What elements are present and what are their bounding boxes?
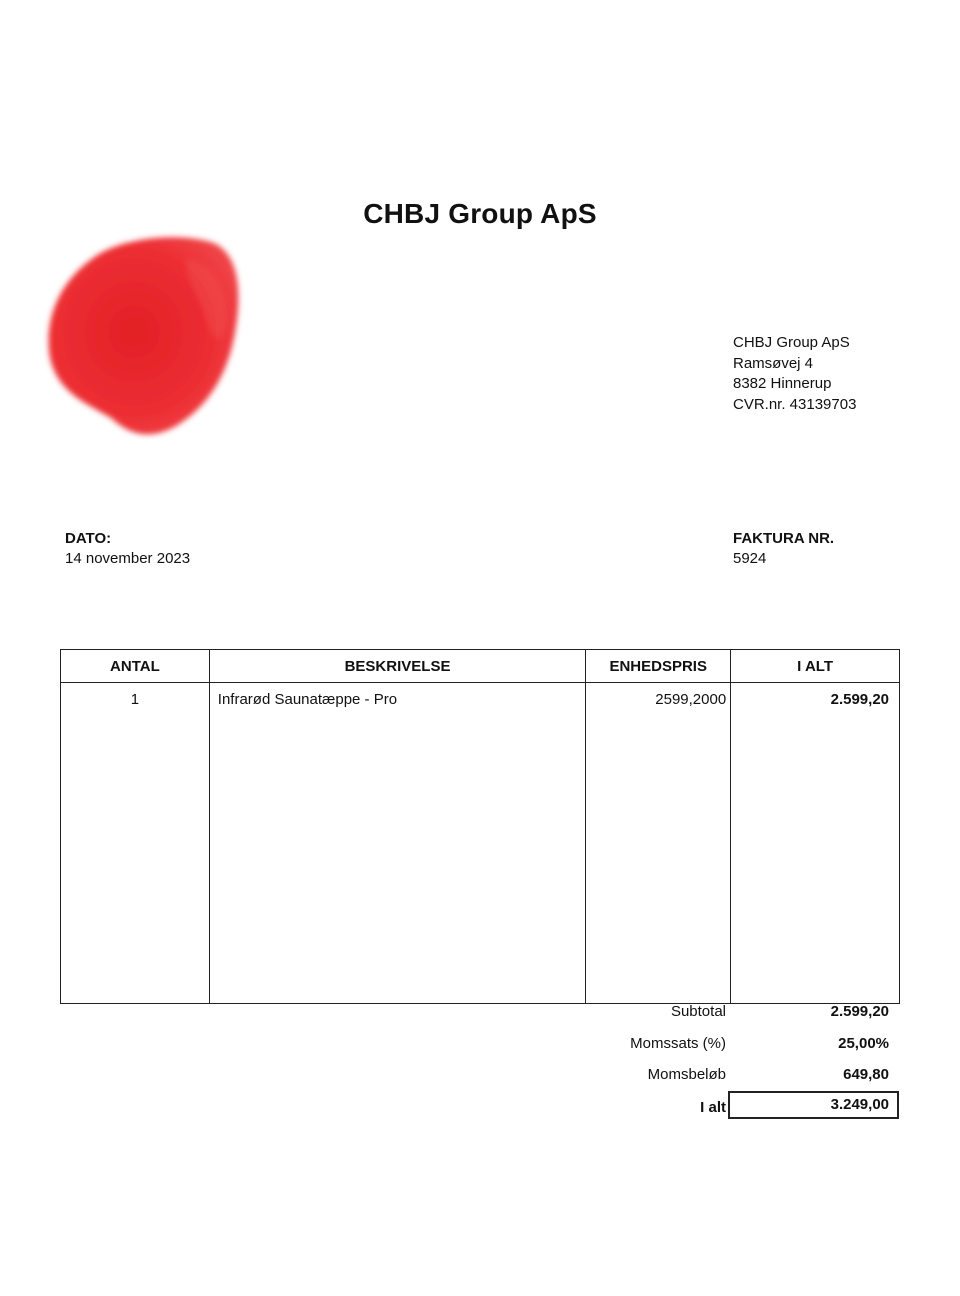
company-title: CHBJ Group ApS: [363, 198, 597, 229]
date-label: DATO:: [65, 530, 112, 547]
vat-rate-value: 25,00%: [838, 1034, 889, 1052]
header-quantity: ANTAL: [61, 650, 210, 683]
cell-unit-price: [586, 683, 731, 1004]
company-logo-icon: [36, 228, 248, 446]
sender-city: 8382 Hinnerup: [733, 375, 832, 392]
sender-name: CHBJ Group ApS: [733, 334, 850, 351]
sender-cvr: CVR.nr. 43139703: [733, 395, 857, 413]
line-items-table: [60, 649, 900, 1004]
vat-rate-label: Momssats (%): [630, 1034, 726, 1052]
date-value: 14 november 2023: [65, 550, 191, 567]
unit-price-value: 2599,2000: [655, 691, 727, 708]
table-row: [61, 683, 900, 1004]
grand-total-value: 3.249,00: [830, 1095, 889, 1113]
cell-quantity: [61, 683, 210, 1004]
invoice-number-block: [733, 529, 834, 569]
subtotal-row: [460, 996, 900, 1028]
vat-amount-value: 649,80: [843, 1066, 889, 1083]
quantity-value: 1: [130, 691, 140, 708]
cell-line-total: [731, 683, 900, 1004]
totals-summary: [460, 996, 900, 1122]
vat-amount-label: Momsbeløb: [647, 1066, 726, 1083]
sender-address: [733, 333, 856, 415]
line-total-value: 2.599,20: [830, 691, 889, 708]
header-description: BESKRIVELSE: [209, 650, 585, 683]
invoice-number-label: FAKTURA NR.: [733, 530, 835, 547]
header-unit-price: ENHEDSPRIS: [586, 650, 731, 683]
cell-description: [209, 683, 585, 1004]
description-value: Infrarød Saunatæppe - Pro: [217, 691, 398, 708]
vat-amount-row: [460, 1059, 900, 1091]
grand-total-label: I alt: [700, 1098, 726, 1116]
table-header-row: [61, 650, 900, 683]
date-block: [65, 529, 190, 569]
subtotal-value: 2.599,20: [830, 1003, 889, 1020]
header-total: I ALT: [731, 650, 900, 683]
invoice-number-value: 5924: [733, 550, 767, 567]
grand-total-row: [460, 1091, 900, 1123]
sender-street: Ramsøvej 4: [733, 354, 814, 372]
vat-rate-row: [460, 1028, 900, 1060]
subtotal-label: Subtotal: [670, 1003, 726, 1020]
